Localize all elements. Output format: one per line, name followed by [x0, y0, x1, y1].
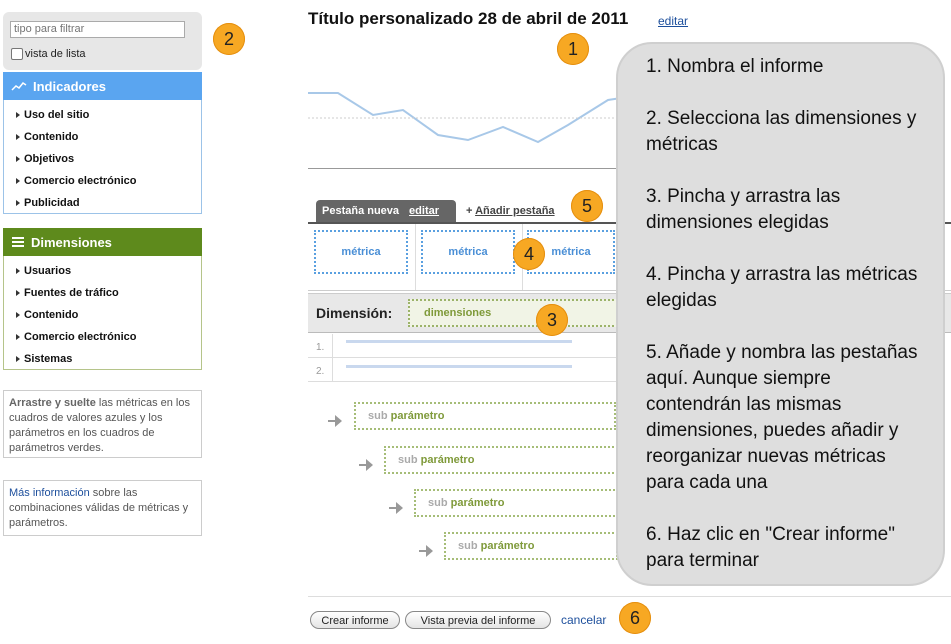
- sub-param-drop-box[interactable]: sub parámetro: [414, 489, 618, 517]
- indicators-title: Indicadores: [33, 78, 106, 94]
- edit-title-link[interactable]: editar: [658, 14, 689, 28]
- row-divider: [308, 357, 618, 358]
- metric-drop-box[interactable]: métrica: [314, 230, 408, 274]
- more-info-link[interactable]: Más información: [9, 487, 90, 499]
- drag-drop-note-text: las métricas en los cuadros de valores azules y los parámetros en los cuadros de parámetros verdes.: [9, 397, 190, 454]
- metric-divider: [415, 224, 416, 290]
- instruction-step: 6. Haz clic en "Crear informe" para terminar: [646, 524, 895, 571]
- step-badge: 2: [213, 23, 245, 55]
- dimension-item[interactable]: Contenido: [4, 304, 201, 326]
- indicator-item[interactable]: Comercio electrónico: [4, 170, 201, 192]
- sub-param-drop-box[interactable]: sub parámetro: [384, 446, 618, 474]
- indicators-panel: [3, 72, 202, 214]
- drag-drop-note: [3, 390, 202, 458]
- sub-param-arrow-icon: [359, 458, 373, 472]
- instruction-step: 1. Nombra el informe: [646, 56, 824, 77]
- line-chart-icon: [11, 80, 27, 92]
- row-bar: [346, 340, 572, 343]
- instruction-step: 3. Pincha y arrastra las dimensiones elegidas: [646, 186, 841, 233]
- metric-drop-box[interactable]: métrica: [421, 230, 515, 274]
- add-tab-prefix: +: [466, 205, 476, 217]
- chart-baseline: [308, 168, 628, 169]
- row-number-divider: [332, 334, 333, 382]
- row-number: 1.: [316, 342, 325, 353]
- filter-panel: [3, 12, 202, 70]
- filter-input[interactable]: [10, 21, 185, 38]
- dimension-item[interactable]: Fuentes de tráfico: [4, 282, 201, 304]
- instruction-step: 4. Pincha y arrastra las métricas elegidas: [646, 264, 918, 311]
- row-bar: [346, 365, 572, 368]
- dimensions-title: Dimensiones: [31, 234, 112, 250]
- list-view-checkbox[interactable]: [11, 48, 23, 60]
- sub-param-arrow-icon: [419, 544, 433, 558]
- tab-active[interactable]: [316, 200, 456, 222]
- dimension-drop-box[interactable]: dimensiones: [408, 299, 618, 327]
- indicator-item[interactable]: Publicidad: [4, 192, 201, 214]
- dimension-item[interactable]: Comercio electrónico: [4, 326, 201, 348]
- instructions-callout: [616, 42, 945, 586]
- dimension-item[interactable]: Usuarios: [4, 260, 201, 282]
- step-badge: 4: [513, 238, 545, 270]
- instruction-step: 5. Añade y nombra las pestañas aquí. Aunque siempre contendrán las mismas dimensiones, puedes añadir y reorganizar nuevas métricas para cada una: [646, 342, 918, 493]
- indicator-item[interactable]: Uso del sitio: [4, 104, 201, 126]
- footer-divider: [308, 596, 951, 597]
- list-view-toggle[interactable]: [11, 48, 86, 60]
- dimensions-header[interactable]: [3, 228, 202, 256]
- list-icon: [11, 236, 25, 248]
- drag-drop-note-bold: Arrastre y suelte: [9, 397, 96, 409]
- add-tab-label: Añadir pestaña: [475, 205, 555, 217]
- indicator-item[interactable]: Objetivos: [4, 148, 201, 170]
- dimension-label: Dimensión:: [316, 305, 393, 321]
- sub-param-drop-box[interactable]: sub parámetro: [444, 532, 618, 560]
- sub-param-arrow-icon: [328, 414, 342, 428]
- step-badge: 3: [536, 304, 568, 336]
- create-report-button[interactable]: Crear informe: [310, 611, 400, 629]
- step-badge: 6: [619, 602, 651, 634]
- dimensions-panel: [3, 228, 202, 370]
- sub-param-drop-box[interactable]: sub parámetro: [354, 402, 616, 430]
- preview-chart: [308, 85, 628, 175]
- instruction-step: 2. Selecciona las dimensiones y métricas: [646, 108, 917, 155]
- indicator-item[interactable]: Contenido: [4, 126, 201, 148]
- sub-param-arrow-icon: [389, 501, 403, 515]
- add-tab-button[interactable]: [466, 205, 555, 217]
- tab-edit-link[interactable]: editar: [409, 205, 440, 217]
- preview-report-button[interactable]: Vista previa del informe: [405, 611, 551, 629]
- indicators-header[interactable]: [3, 72, 202, 100]
- step-badge: 1: [557, 33, 589, 65]
- more-info-note: [3, 480, 202, 536]
- dimension-item[interactable]: Sistemas: [4, 348, 201, 370]
- tab-active-label: Pestaña nueva: [322, 205, 400, 217]
- metric-drop-box[interactable]: métrica: [527, 230, 615, 274]
- report-title: Título personalizado 28 de abril de 2011: [308, 9, 629, 28]
- row-divider: [308, 381, 618, 382]
- list-view-label: vista de lista: [25, 48, 86, 60]
- cancel-link[interactable]: cancelar: [561, 613, 607, 627]
- step-badge: 5: [571, 190, 603, 222]
- more-info-text: sobre las combinaciones válidas de métricas y parámetros.: [9, 487, 189, 529]
- row-number: 2.: [316, 366, 325, 377]
